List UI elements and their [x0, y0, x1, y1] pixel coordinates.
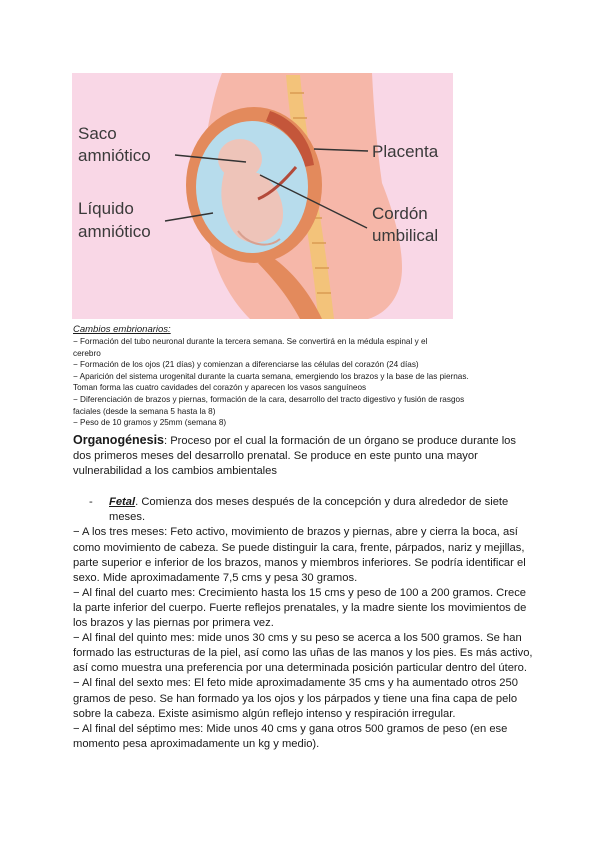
label-liquido-line2: amniótico: [78, 222, 151, 241]
notes-line: − Peso de 10 gramos y 25mm (semana 8): [73, 418, 227, 428]
label-cordon-line2: umbilical: [372, 226, 439, 245]
notes-line: Toman forma las cuatro cavidades del corazón y aparecen los vasos sanguíneos: [73, 383, 367, 393]
list-dash: -: [89, 496, 93, 509]
label-saco-line1: Saco: [78, 124, 117, 143]
main-text: [73, 433, 533, 752]
paragraph-sixth-month: − Al final del sexto mes: El feto mide aproximadamente 35 cms y ha aumentado otros 250 gramos de peso. Se han formado ya los ojos y los párpados y tiene una fina capa de pelo sobre la cabeza. Existe asimismo algún reflejo intenso y respiración irregular.: [73, 677, 518, 720]
label-cordon-line1: Cordón: [372, 204, 428, 223]
label-saco-line2: amniótico: [78, 146, 151, 165]
paragraph-fourth-month: − Al final del cuarto mes: Crecimiento hasta los 15 cms y peso de 100 a 200 gramos. Crece la parte inferior del cuerpo. Fuerte reflejos prenatales, y la madre siente los movimientos de los brazos y las piernas por primera vez.: [73, 586, 527, 630]
notes-heading: Cambios embrionarios:: [73, 324, 171, 335]
fetal-text: . Comienza dos meses después de la concepción y dura alrededor de siete meses.: [109, 496, 509, 524]
label-placenta: Placenta: [372, 142, 439, 161]
notes-line: − Diferenciación de brazos y piernas, formación de la cara, desarrollo del tracto digestivo y fusión de rasgos: [73, 394, 465, 404]
notes-line: − Aparición del sistema urogenital durante la cuarta semana, emergiendo los brazos y la base de las piernas.: [73, 371, 469, 381]
organogenesis-text: : Proceso por el cual la formación de un órgano se produce durante los dos primeros meses del desarrollo prenatal. Se produce en este punto una mayor vulnerabilidad a los cambios ambientales: [73, 435, 516, 478]
organogenesis-term: Organogénesis: [73, 433, 164, 447]
notes-line: − Formación de los ojos (21 días) y comienzan a diferenciarse las células del corazón (24 días): [73, 360, 419, 370]
notes-line: − Formación del tubo neuronal durante la tercera semana. Se convertirá en la médula espinal y el: [73, 337, 428, 346]
embryonic-changes-notes: [73, 324, 533, 429]
pregnancy-diagram: [72, 73, 453, 319]
fetal-term: Fetal: [109, 496, 136, 509]
paragraph-fifth-month: − Al final del quinto mes: mide unos 30 cms y su peso se acerca a los 500 gramos. Se han formado las estructuras de la piel, así como las uñas de las manos y los pies. Es más activo, así como muestra una preferencia por una determinada posición particular dentro del útero.: [73, 632, 533, 675]
paragraph-seventh-month: − Al final del séptimo mes: Mide unos 40 cms y gana otros 500 gramos de peso (en ese momento pesa aproximadamente un kg y medio).: [73, 722, 508, 750]
notes-line: cerebro: [73, 348, 101, 358]
fetal-list-item: [73, 495, 533, 525]
organogenesis-paragraph: [73, 433, 533, 479]
label-liquido-line1: Líquido: [78, 199, 134, 218]
paragraph-three-months: − A los tres meses: Feto activo, movimiento de brazos y piernas, abre y cierra la boca, así como movimiento de cabeza. Se puede distinguir la cara, frente, párpados, nariz y mejillas, parte superior e inferior de los brazos, manos y miembros inferiores. Se podría identificar el sexo. Mide aproximadamente 7,5 cms y pesa 30 gramos.: [73, 526, 526, 584]
notes-line: faciales (desde la semana 5 hasta la 8): [73, 406, 216, 416]
